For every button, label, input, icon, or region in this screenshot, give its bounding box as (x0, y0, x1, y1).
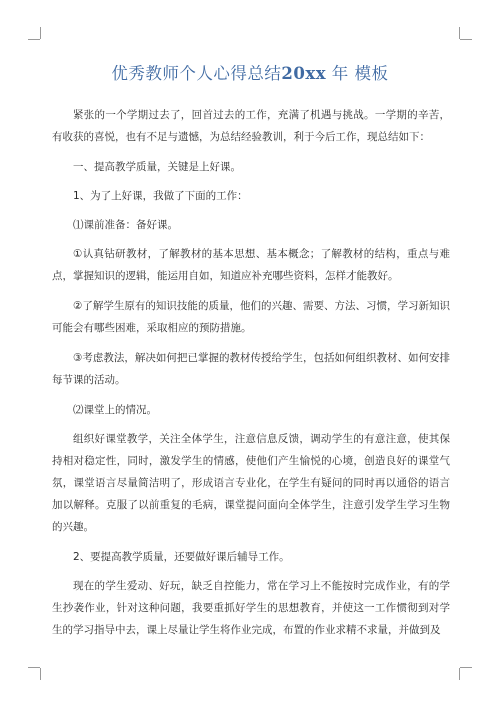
crop-mark-top-left-h (28, 39, 40, 40)
crop-mark-top-right-h (460, 39, 472, 40)
paragraph-intro: 紧张的一个学期过去了，回首过去的工作，充满了机遇与挑战。一学期的辛苦，有收获的喜悦，也有不足与遗憾，为总结经验教训，利于今后工作，现总结如下： (52, 109, 450, 143)
title-year: 20xx (281, 64, 327, 83)
crop-mark-bottom-left-v (40, 668, 41, 680)
heading-item-2: 2、要提高教学质量，还要做好课后辅导工作。 (73, 551, 290, 563)
heading-subitem-2: ⑵课堂上的情况。 (73, 404, 157, 416)
crop-mark-top-left-v (40, 27, 41, 39)
crop-mark-bottom-left-h (28, 667, 40, 668)
document-title (0, 60, 500, 84)
heading-section-1: 一、提高教学质量，关键是上好课。 (73, 161, 241, 173)
heading-item-1: 1、为了上好课，我做了下面的工作： (73, 190, 248, 202)
title-text: 优秀教师个人心得总结 (111, 64, 282, 83)
crop-mark-top-right-v (459, 27, 460, 39)
title-suffix: 年 模板 (326, 64, 389, 83)
paragraph-classroom: 组织好课堂教学，关注全体学生，注意信息反馈，调动学生的有意注意，使其保持相对稳定性，同时，激发学生的情感，使他们产生愉悦的心境，创造良好的课堂气氛，课堂语言尽量简洁明了，形成语言专业化，在学生有疑问的同时再以通俗的语言加以解释。克服了以前重复的毛病，课堂提问面向全体学生，注意引发学生学习生物的兴趣。 (52, 433, 450, 533)
paragraph-point-2: ②了解学生原有的知识技能的质量，他们的兴趣、需要、方法、习惯，学习新知识可能会有哪些困难，采取相应的预防措施。 (52, 300, 450, 334)
paragraph-tutoring: 现在的学生爱动、好玩，缺乏自控能力，常在学习上不能按时完成作业，有的学生抄袭作业，针对这种问题，我要重抓好学生的思想教育，并使这一工作惯彻到对学生的学习指导中去，课上尽量让学生将作业完成，布置的作业求精不求量，并做到及 (52, 580, 450, 636)
document-body (52, 104, 450, 649)
paragraph-point-1: ①认真钻研教材，了解教材的基本思想、基本概念；了解教材的结构，重点与难点，掌握知识的逻辑，能运用自如，知道应补充哪些资料，怎样才能教好。 (52, 248, 450, 282)
paragraph-point-3: ③考虑教法，解决如何把已掌握的教材传授给学生，包括如何组织教材、如何安排每节课的活动。 (52, 352, 450, 386)
crop-mark-bottom-right-v (459, 668, 460, 680)
heading-subitem-1: ⑴课前准备：备好课。 (73, 219, 178, 231)
crop-mark-bottom-right-h (460, 667, 472, 668)
